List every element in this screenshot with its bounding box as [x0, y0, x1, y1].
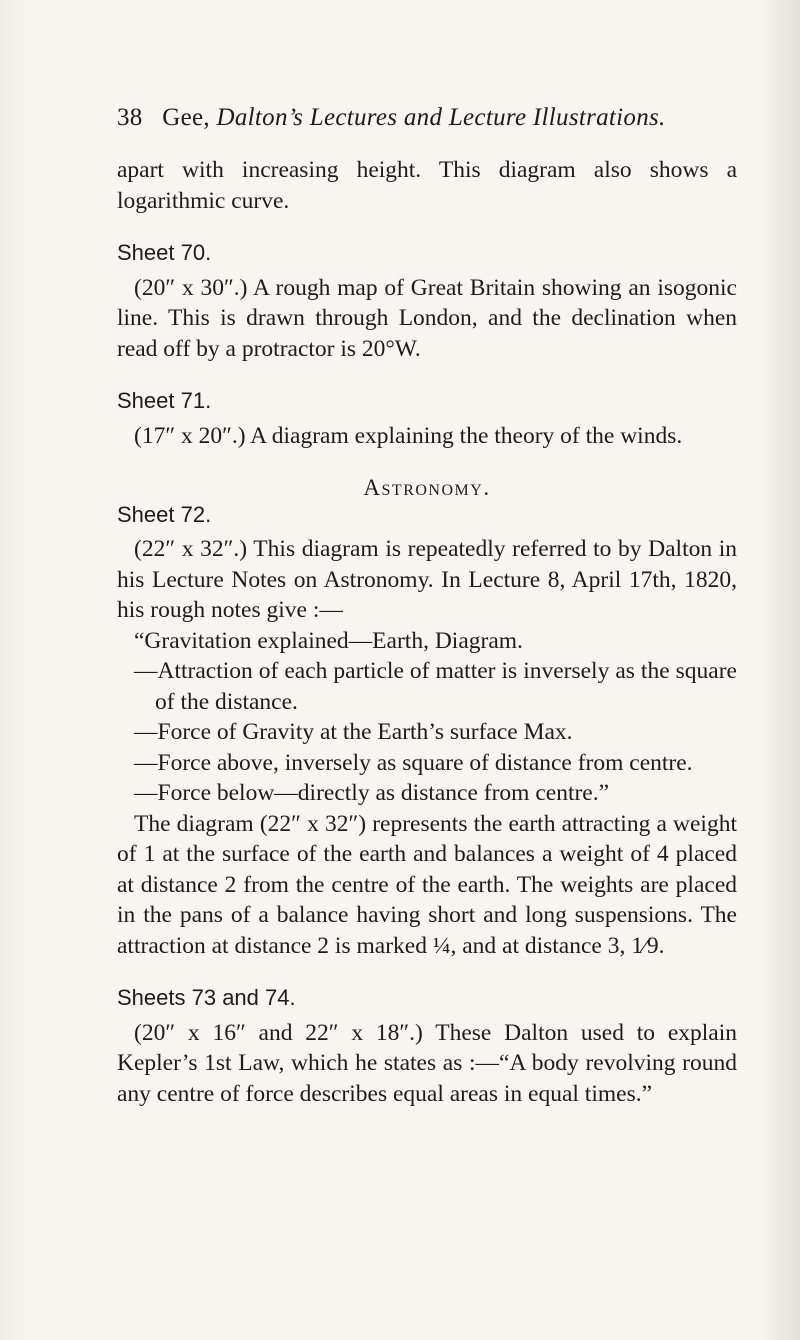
- quote-line: “Gravitation explained—Earth, Diagram.: [134, 627, 523, 654]
- author-name: Gee,: [162, 104, 210, 131]
- sheet-72-heading: Sheet 72.: [117, 501, 212, 527]
- book-title: Dalton’s Lectures and Lecture Illustrations.: [216, 104, 666, 131]
- sheet-70-heading: Sheet 70.: [117, 240, 212, 265]
- sheet-70-text: (20″ x 30″.) A rough map of Great Britain showing an isogonic line. This is drawn through London, and the declination when read off by a protractor is 20°W.: [117, 274, 737, 362]
- sheet-72-text-2: The diagram (22″ x 32″) represents the earth attracting a weight of 1 at the surface of the earth and balances a weight of 4 placed at distance 2 from the centre of the earth. The weights are placed in the pans of a balance having short and long suspensions. The attraction at distance 2 is marked ¼, and at distance 3, 1⁄9.: [117, 810, 737, 959]
- sheets-73-74-heading: Sheets 73 and 74.: [117, 985, 296, 1010]
- quote-line: —Attraction of each particle of matter is inversely as the square of the distance.: [134, 658, 737, 715]
- sheet-71-text: (17″ x 20″.) A diagram explaining the theory of the winds.: [134, 422, 683, 449]
- quote-line: —Force of Gravity at the Earth’s surface Max.: [134, 719, 573, 745]
- quote-line: —Force below—directly as distance from centre.”: [134, 780, 610, 806]
- sheet-71-heading: Sheet 71.: [117, 388, 212, 413]
- intro-paragraph: apart with increasing height. This diagram also shows a logarithmic curve.: [117, 157, 737, 214]
- page-number: 38: [117, 104, 143, 131]
- page-body: [117, 155, 737, 1109]
- running-header: [117, 104, 666, 132]
- quote-line: —Force above, inversely as square of distance from centre.: [134, 749, 693, 776]
- sheets-73-74-text: (20″ x 16″ and 22″ x 18″.) These Dalton used to explain Kepler’s 1st Law, which he states as :—“A body revolving round any centre of force describes equal areas in equal times.”: [117, 1019, 737, 1107]
- sheet-72-text: (22″ x 32″.) This diagram is repeatedly referred to by Dalton in his Lecture Notes on Astronomy. In Lecture 8, April 17th, 1820, his rough notes give :—: [117, 536, 737, 623]
- astronomy-heading: Astronomy.: [363, 475, 491, 500]
